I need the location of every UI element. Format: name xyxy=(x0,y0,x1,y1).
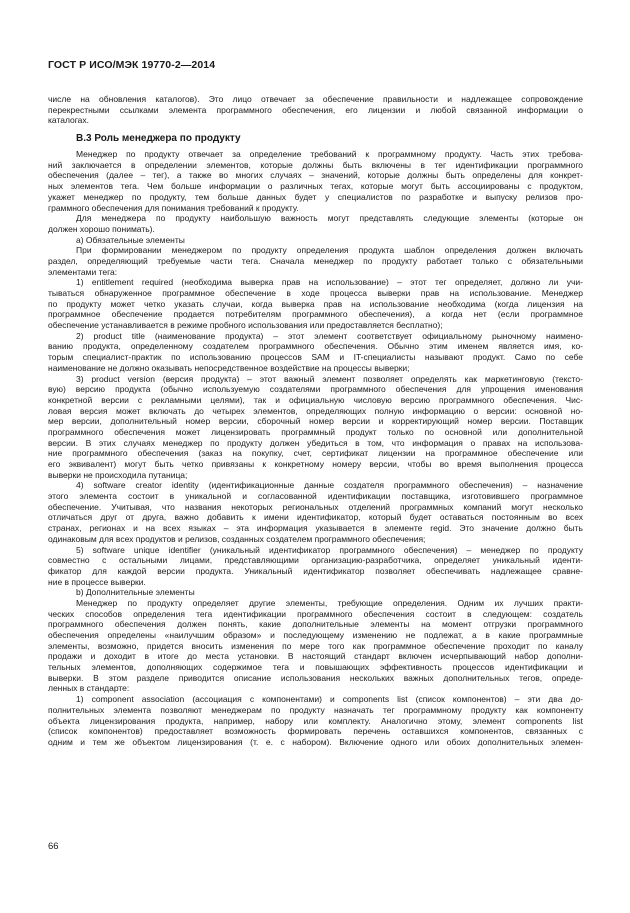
paragraph-intro xyxy=(48,94,583,126)
page-body xyxy=(48,94,583,748)
text-line: вую) версию продукта (обычно используемую создателями программного обеспечения для упрощения именования xyxy=(48,384,583,395)
subheading-mandatory-elements: а) Обязательные элементы xyxy=(76,234,185,245)
text-line: 4) software creator identity (идентификационные данные создателя программного обеспечения) – назначение xyxy=(76,480,583,491)
text-line: числе на обновления каталогов). Это лицо отвечает за обеспечение правильности и надлежащее сопровождение xyxy=(48,94,583,104)
text-line: программного обеспечения может лицензировать программный продукт только по основной или дополнительной xyxy=(48,426,583,437)
list-item-product-title xyxy=(48,331,583,374)
text-line: программное обеспечение продается потребителям программного обеспечения), а когда нет (если программное xyxy=(48,309,583,320)
text-line: 2) product title (наименование продукта) – этот элемент соответствует официальному рыночному наимено- xyxy=(76,330,583,341)
page-header-title: ГОСТ Р ИСО/МЭК 19770-2—2014 xyxy=(48,59,216,71)
text-line: (список компонентов) предоставляет возможность формировать перечень оставшихся компонентов, связанных с xyxy=(48,726,583,737)
text-line: Менеджер по продукту отвечает за определение требований к программному продукту. Часть этих требова- xyxy=(76,149,583,160)
text-line: тываться обнаруженное программное обеспечение в ходе процесса выверки прав на использование. Менеджер xyxy=(48,288,583,298)
paragraph-b xyxy=(48,598,583,694)
text-line: тельных элементов, дополняющих содержимое тега и повышающих эффективность процессов идентификации и xyxy=(48,662,583,673)
paragraph-2 xyxy=(48,213,583,234)
text-line: конкретной версии с рекламными целями), так и официальную числовую версию программного обеспечения. Чис- xyxy=(48,394,583,405)
text-line: одинаковым для всех продуктов и релизов, созданных создателем программного обеспечения; xyxy=(48,533,426,544)
section-title: В.3 Роль менеджера по продукту xyxy=(76,133,241,145)
text-line: продажи и доходит в итоге до места установки. В настоящий стандарт включен исчерпывающий набор дополни- xyxy=(48,651,583,662)
text-line: 1) entitlement required (необходима выверка прав на использование) – этот тег определяет, должно ли учи- xyxy=(76,277,583,288)
text-line: 1) component association (ассоциация с компонентами) и components list (список компонентов) – эти два до- xyxy=(76,694,583,705)
text-line: мер версии, дополнительный номер версии, сборочный номер версии и корректирующий номер версии. Поставщик xyxy=(48,416,583,427)
text-line: каталогах. xyxy=(48,115,90,126)
text-line: элементами тега: xyxy=(48,266,118,277)
text-line: ние программного обеспечения (заказ на покупку, счет, сертификат лицензии на программное обеспечение или xyxy=(48,448,583,459)
text-line: обеспечения (далее – тег), а также во многих случаях – значений, которые должны быть определены для конкрет- xyxy=(48,170,583,181)
text-line: элементы, возможно, придется вносить изменения по мере того как программное обеспечение проходит по каналу xyxy=(48,640,583,651)
text-line: ний заключается в определении элементов, которые должны быть включены в тег идентификации программного xyxy=(48,159,583,170)
text-line: отличаться друг от друга, важно добавить к имени идентификатор, который будет оставаться постоянным во всех xyxy=(48,512,583,523)
text-line: должен хорошо понимать). xyxy=(48,223,155,234)
text-line: При формировании менеджером по продукту определения продукта шаблон определения должен включать xyxy=(76,245,583,256)
text-line: полнительных элемента позволяют менеджерам по продукту назначать тег программному продукту как компоненту xyxy=(48,704,583,715)
text-line: укажет менеджер по продукту, тем больше данных будет у специалистов по разработке и выпуску релизов про- xyxy=(48,191,583,202)
text-line: одним и тем же объектом лицензирования (т. е. с набором). Включение одного или обоих дополнительных элемен- xyxy=(48,736,583,747)
text-line: 5) software unique identifier (уникальный идентификатор программного обеспечения) – менеджер по продукту xyxy=(76,544,583,555)
text-line: перекрестными ссылками элемента программного обеспечения, его лицензии и любой связанной информации о xyxy=(48,104,583,115)
text-line: граммного обеспечения для понимания требований к продукту. xyxy=(48,202,299,213)
paragraph-a xyxy=(48,245,583,277)
subheading-additional-elements: b) Дополнительные элементы xyxy=(76,587,195,598)
text-line: ленных в стандарте: xyxy=(48,683,130,694)
list-item-software-unique-id xyxy=(48,545,583,588)
text-line: ние в процессе выверки. xyxy=(48,576,146,587)
text-line: раздел, определяющий требуемые части тега. Сначала менеджер по продукту работает только с обязательными xyxy=(48,255,583,266)
text-line: совместно с остальными лицами, представляющими организацию-разработчика, определяет уникальный иденти- xyxy=(48,555,583,566)
text-line: ванию продукта, определенному создателем программного обеспечения. Обычно этим именем является имя, ко- xyxy=(48,341,583,352)
text-line: выверки не происходила путаница; xyxy=(48,469,188,480)
paragraph-1 xyxy=(48,149,583,213)
text-line: ческих способов определения тега идентификации программного обеспечения состоит в следующем: создатель xyxy=(48,608,583,619)
text-line: обеспечение. Учитывая, что названия некоторых региональных отделений программных компаний могут несколько xyxy=(48,501,583,512)
text-line: выверки. В этом разделе приводится описание использования нескольких важных дополнительных тегов, опреде- xyxy=(48,672,583,683)
text-line: обеспечение устанавливается в режиме пробного использования или предоставляется бесплатно); xyxy=(48,320,443,331)
text-line: ных элементов тега. Чем больше информации о различных тегах, которые могут быть ассоциированы с продуктом, xyxy=(48,181,583,192)
text-line: 3) product version (версия продукта) – этот важный элемент позволяет определять как маркетинговую (тексто- xyxy=(76,373,583,384)
text-line: Для менеджера по продукту наибольшую важность могут представлять следующие элементы (которые он xyxy=(76,213,583,224)
text-line: торым специалист-практик по использованию процессов SAM и IT-специалисты называют продукт. Само по себе xyxy=(48,352,583,363)
list-item-entitlement-required xyxy=(48,277,583,330)
text-line: объекта лицензирования продукта, например, набору или комплекту. Аналогично этому, элемент components list xyxy=(48,715,583,726)
list-item-software-creator xyxy=(48,480,583,544)
text-line: по продукту может четко указать случаи, когда выверка прав на использование необходима (когда лицензия на xyxy=(48,298,583,309)
text-line: ловая версия может включать до четырех элементов, определяющих полную информацию о версии: основной но- xyxy=(48,405,583,416)
list-item-product-version xyxy=(48,374,583,481)
text-line: наименование не должно оказывать непосредственное воздействие на процессы выверки; xyxy=(48,362,410,373)
text-line: программного обеспечения должен понять, какие дополнительные элементы на момент отгрузки программного xyxy=(48,619,583,630)
text-line: странах, регионах и на всех языках – эта информация указывается в элементе regid. Это значение должно быть xyxy=(48,523,583,534)
text-line: этого элемента состоит в уникальной и согласованной идентификации поставщика, изготовившего программное xyxy=(48,491,583,502)
text-line: версии. В этих случаях менеджер по продукту должен убедиться в том, что информация о правах на использова- xyxy=(48,437,583,448)
text-line: Менеджер по продукту определяет другие элементы, требующие определения. Одним их лучших практи- xyxy=(76,597,583,608)
text-line: его эквивалент) могут быть четко привязаны к конкретному номеру версии, чтобы во время выполнения процесса xyxy=(48,459,583,469)
text-line: фикатор для каждой версии продукта. Уникальный идентификатор позволяет обеспечивать надлежащее сравне- xyxy=(48,565,583,576)
text-line: обеспечения определены «наилучшим образом» и последующему изменению не подлежат, а в какие программные xyxy=(48,630,583,640)
list-item-component-association xyxy=(48,694,583,747)
page-number: 66 xyxy=(48,841,59,852)
